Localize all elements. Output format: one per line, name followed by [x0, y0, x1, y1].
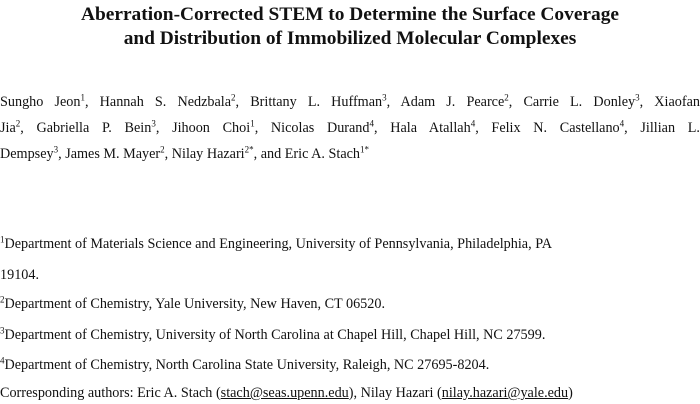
author-affiliation-mark: 2 [160, 144, 165, 155]
author-affiliation-mark: 2* [244, 144, 254, 155]
email-link-stach[interactable]: stach@seas.upenn.edu [220, 385, 349, 401]
author-name: , Gabriella P. Bein [20, 120, 152, 136]
author-line-3 [0, 141, 700, 167]
author-line-1 [0, 89, 700, 115]
author-name: , Adam J. Pearce [386, 94, 505, 110]
author-name: , Xiaofan [639, 94, 700, 110]
affiliation-1 [0, 234, 700, 254]
author-affiliation-mark: 1 [250, 118, 255, 129]
author-name: , Hannah S. Nedzbala [85, 94, 232, 110]
author-name: , Jihoon Choi [155, 120, 251, 136]
corresponding-separator: ), Nilay Hazari ( [348, 385, 442, 401]
author-name: , Brittany L. Huffman [235, 94, 383, 110]
affiliation-4 [0, 355, 700, 375]
author-affiliation-mark: 3 [382, 92, 387, 103]
corresponding-label: Corresponding authors: [0, 385, 134, 401]
author-list [0, 89, 700, 167]
author-name: , Nicolas Durand [254, 120, 370, 136]
affiliation-text: Department of Chemistry, University of North Carolina at Chapel Hill, Chapel Hill, NC 27599. [4, 327, 546, 343]
author-affiliation-mark: 2 [15, 118, 21, 129]
affiliation-3 [0, 325, 700, 345]
title-line-1: Aberration-Corrected STEM to Determine the Surface Coverage [80, 4, 620, 25]
author-name: , Felix N. Castellano [475, 120, 620, 136]
affiliation-text: 19104. [0, 267, 40, 283]
author-name: Sungho Jeon [0, 94, 81, 110]
author-affiliation-mark: 2 [231, 92, 236, 103]
author-name: , Hala Atallah [374, 120, 471, 136]
corresponding-authors [0, 383, 700, 403]
email-link-hazari[interactable]: nilay.hazari@yale.edu [441, 385, 569, 401]
affiliation-text: Department of Materials Science and Engineering, University of Pennsylvania, Philadelphia, PA [4, 236, 553, 252]
author-affiliation-mark: 4 [470, 118, 476, 129]
author-affiliation-mark: 3 [53, 144, 59, 155]
author-name: , Carrie L. Donley [508, 94, 636, 110]
title-line-2: and Distribution of Immobilized Molecular Complexes [123, 28, 577, 49]
author-name: Jia [0, 120, 16, 136]
author-name: Dempsey [0, 146, 54, 162]
corresponding-name-1: Eric A. Stach ( [133, 385, 221, 401]
author-affiliation-mark: 4 [619, 118, 625, 129]
affiliation-2 [0, 294, 700, 314]
affiliation-number: 3 [0, 325, 5, 336]
author-affiliation-mark: 4 [369, 118, 374, 129]
author-affiliation-mark: 1* [360, 144, 370, 155]
affiliation-number: 4 [0, 355, 5, 366]
affiliation-text: Department of Chemistry, North Carolina State University, Raleigh, NC 27695-8204. [4, 357, 490, 373]
affiliation-text: Department of Chemistry, Yale University, New Haven, CT 06520. [4, 296, 386, 312]
author-affiliation-mark: 3 [635, 92, 640, 103]
affiliation-number: 1 [0, 234, 5, 245]
corresponding-end: ) [568, 385, 573, 401]
author-line-2 [0, 115, 700, 141]
author-affiliation-mark: 1 [80, 92, 85, 103]
author-name: , James M. Mayer [58, 146, 161, 162]
author-name: , and Eric A. Stach [253, 146, 361, 162]
author-affiliation-mark: 2 [504, 92, 509, 103]
author-affiliation-mark: 3 [151, 118, 156, 129]
paper-title [0, 3, 700, 51]
author-name: , Jillian L. [624, 120, 700, 136]
affiliation-number: 2 [0, 294, 5, 305]
author-name: , Nilay Hazari [164, 146, 245, 162]
affiliation-1-continued [0, 265, 700, 285]
